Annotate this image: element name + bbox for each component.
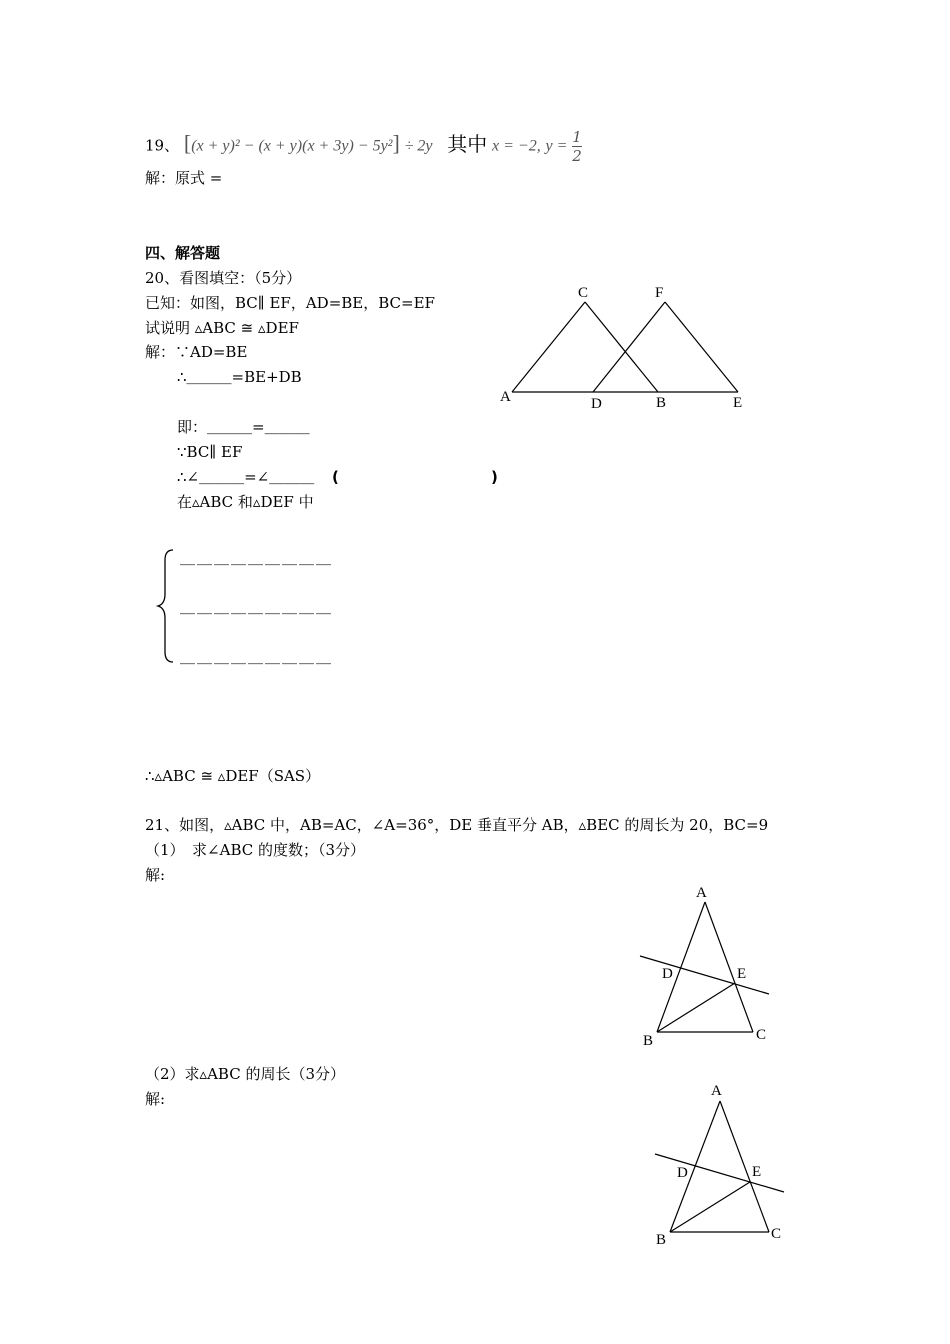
q20-label-d: D — [591, 396, 602, 412]
q20-step1: 解：∵AD=BE — [145, 343, 248, 361]
q21-part1: （1） 求∠ABC 的度数；（3分） — [145, 841, 366, 859]
q21-part2: （2）求▵ABC 的周长（3分） — [145, 1065, 345, 1083]
q20-label-a: A — [500, 389, 511, 405]
q21-f1-label-b: B — [643, 1033, 654, 1049]
q21-f1-label-c: C — [756, 1027, 767, 1043]
q20-line-ac — [512, 302, 585, 392]
q19-y-denominator: 2 — [572, 147, 582, 165]
q20-reason-paren-close: ) — [491, 468, 498, 486]
q19-number: 19、 — [145, 136, 180, 155]
q21-f2-label-b: B — [656, 1232, 667, 1248]
q21-part2-solution: 解: — [145, 1090, 166, 1108]
q20-step3: 即：＿＿＿=＿＿＿ — [177, 418, 310, 436]
q21-f2-line-ac — [720, 1101, 769, 1232]
q21-f2-line-be — [670, 1182, 750, 1232]
q19-x-value: x = −2, — [492, 137, 541, 155]
q20-line-df — [593, 302, 665, 392]
q20-blank-line-3: ＿＿＿＿＿＿＿＿＿ — [180, 648, 334, 666]
q20-given: 已知：如图，BC∥ EF，AD=BE，BC=EF — [145, 294, 435, 312]
q20-label-b: B — [656, 395, 667, 411]
q19-divisor: ÷ 2y — [404, 137, 433, 155]
q21-f1-line-de — [640, 956, 769, 994]
q20-step6: 在▵ABC 和▵DEF 中 — [177, 493, 314, 511]
q21-f2-label-d: D — [677, 1165, 688, 1181]
q20-title: 20、看图填空：（5分） — [145, 269, 302, 287]
q21-f1-label-e: E — [737, 966, 747, 982]
q20-brace — [155, 548, 177, 664]
q19-where-label: 其中 — [447, 131, 488, 156]
q21-f2-label-e: E — [752, 1164, 762, 1180]
q19-bracket-open: [ — [183, 130, 192, 156]
q19-y-numerator: 1 — [572, 128, 582, 146]
q21-f1-label-a: A — [696, 885, 707, 901]
q20-line-cb — [585, 302, 658, 392]
q20-reason-paren-open: ( — [332, 468, 339, 486]
q20-prove: 试说明 ▵ABC ≅ ▵DEF — [145, 319, 299, 337]
q20-step5: ∴∠＿＿＿=∠＿＿＿ — [177, 468, 315, 486]
q21-f2-label-c: C — [771, 1226, 782, 1242]
section4-title: 四、解答题 — [145, 244, 221, 262]
q20-label-e: E — [733, 395, 743, 411]
q21-f2-label-a: A — [711, 1083, 722, 1099]
q19-line — [145, 128, 582, 165]
q21-title: 21、如图，▵ABC 中，AB=AC，∠A=36°，DE 垂直平分 AB，▵BEC 的周长为 20，BC=9 — [145, 816, 769, 834]
q20-label-c: C — [578, 285, 589, 301]
q19-y-fraction — [572, 128, 582, 165]
q20-blank-line-1: ＿＿＿＿＿＿＿＿＿ — [180, 549, 334, 567]
q21-f1-line-be — [657, 983, 735, 1032]
q19-bracket-close: ] — [392, 130, 400, 156]
q20-line-fe — [665, 302, 738, 392]
q20-conclusion: ∴▵ABC ≅ ▵DEF（SAS） — [145, 767, 321, 785]
q20-step2: ∴＿＿＿=BE+DB — [177, 368, 302, 386]
q21-figure-2 — [650, 1078, 790, 1250]
q21-figure-1 — [635, 880, 775, 1050]
q20-figure — [490, 280, 760, 415]
q21-f2-line-de — [655, 1154, 784, 1192]
q19-y-prefix: y = — [545, 137, 568, 155]
q20-label-f: F — [655, 285, 664, 301]
q21-f1-label-d: D — [662, 966, 673, 982]
q21-part1-solution: 解: — [145, 866, 166, 884]
q20-step4: ∵BC∥ EF — [177, 443, 243, 461]
q19-expression: (x + y)² − (x + y)(x + 3y) − 5y² — [191, 137, 393, 155]
q20-blank-line-2: ＿＿＿＿＿＿＿＿＿ — [180, 598, 334, 616]
q19-solution: 解：原式 = — [145, 169, 223, 187]
